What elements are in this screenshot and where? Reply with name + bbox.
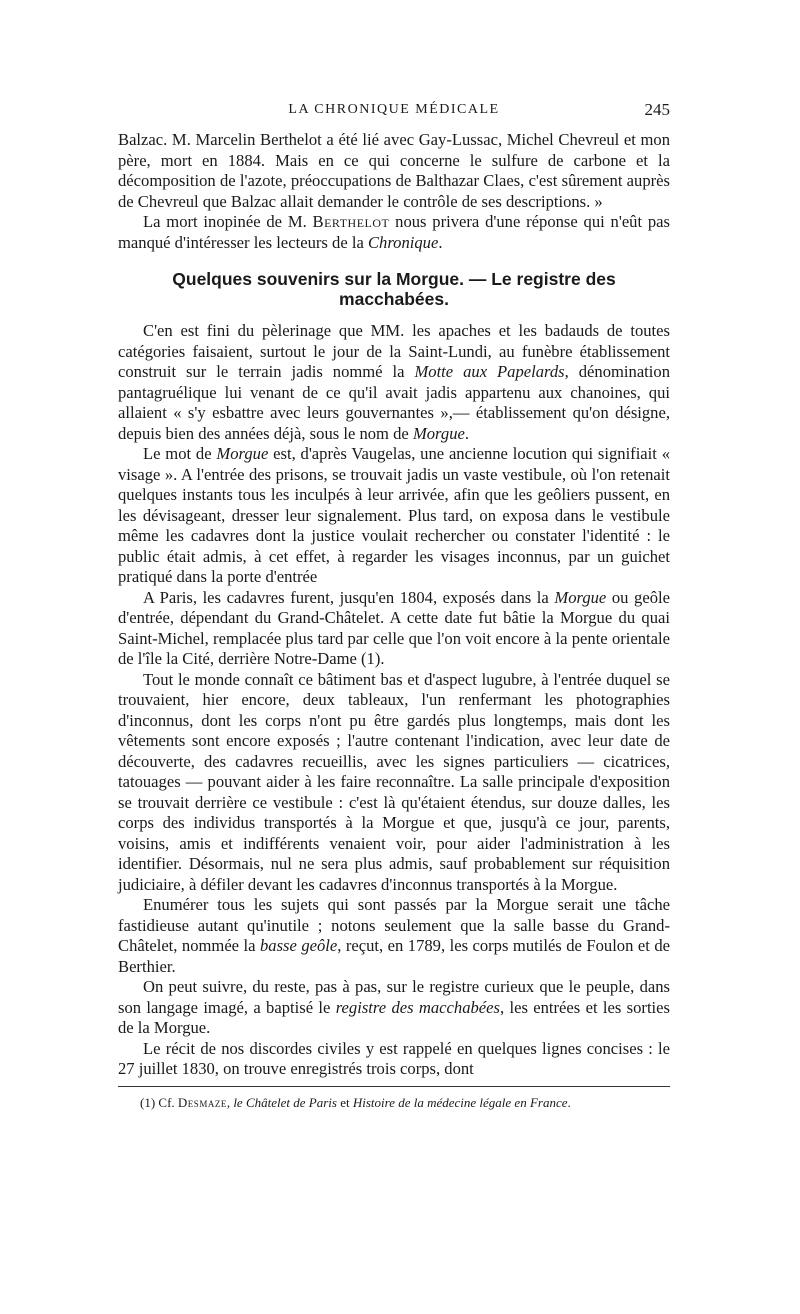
paragraph-5: A Paris, les cadavres furent, jusqu'en 1804, exposés dans la Morgue ou geôle d'entrée, dépendant du Grand-Châtelet. A cette date fut bâtie la Morgue du quai Saint-Michel, remplacée plus tard par celle que l'on voit encore à la pente orientale de l'île la Cité, derrière Notre-Dame (1). xyxy=(118,587,670,668)
paragraph-4: Le mot de Morgue est, d'après Vaugelas, une ancienne locution qui signifiait « visage ». A l'entrée des prisons, se trouvait jadis un vaste vestibule, où l'on retenait quelques instants tous les inculpés à leur arrivée, afin que les geôliers pussent, en les dévisageant, dresser leur signalement. Plus tard, on exposa dans le vestibule même les cadavres dont la justice voulait rechercher ou constater l'identité : le public était admis, à cet effet, à regarder les visages inconnus, par un guichet pratiqué dans la porte d'entrée xyxy=(118,444,670,586)
paragraph-8: On peut suivre, du reste, pas à pas, sur le registre curieux que le peuple, dans son langage imagé, a baptisé le registre des macchabées, les entrées et les sorties de la Morgue. xyxy=(118,977,670,1037)
heading-line-1: Quelques souvenirs sur la Morgue. — Le registre des xyxy=(172,269,616,289)
heading-line-2: macchabées. xyxy=(339,289,449,309)
page-number: 245 xyxy=(644,100,670,119)
running-title: LA CHRONIQUE MÉDICALE xyxy=(288,102,500,117)
paragraph-9: Le récit de nos discordes civiles y est rappelé en quelques lignes concises : le 27 juillet 1830, on trouve enregistrés trois corps, dont xyxy=(118,1038,670,1078)
paragraph-7: Enumérer tous les sujets qui sont passés par la Morgue serait une tâche fastidieuse autant qu'inutile ; notons seulement que la salle basse du Grand-Châtelet, nommée la basse geôle, reçut, en 1789, les corps mutilés de Foulon et de Berthier. xyxy=(118,895,670,976)
section-heading xyxy=(118,269,670,309)
paragraph-1: Balzac. M. Marcelin Berthelot a été lié avec Gay-Lussac, Michel Chevreul et mon père, mort en 1884. Mais en ce qui concerne le sulfure de carbone et la décomposition de l'azote, préoccupations de Balthazar Claes, c'est sûrement auprès de Chevreul que Balzac allait demander le contrôle de ses descriptions. » xyxy=(118,130,670,211)
footnote: (1) Cf. Desmaze, le Châtelet de Paris et Histoire de la médecine légale en France. xyxy=(140,1094,571,1110)
paragraph-2: La mort inopinée de M. Berthelot nous privera d'une réponse qui n'eût pas manqué d'intéresser les lecteurs de la Chronique. xyxy=(118,212,671,252)
page-header xyxy=(118,100,670,130)
paragraph-6: Tout le monde connaît ce bâtiment bas et d'aspect lugubre, à l'entrée duquel se trouvaient, hier encore, deux tableaux, l'un renfermant les photographies d'inconnus, dont les corps n'ont pu être gardés plus longtemps, mais dont les vêtements sont encore exposés ; l'autre contenant l'indication, avec leur date de découverte, des cadavres recueillis, avec les signes particuliers — cicatrices, tatouages — pouvant aider à les faire reconnaître. La salle principale d'exposition se trouvait derrière ce vestibule : c'est là qu'étaient étendus, sur douze dalles, les corps des individus transportés à la Morgue et que, jusqu'à ce jour, parents, voisins, amis et indifférents venaient voir, pour aider l'administration à les identifier. Désormais, nul ne sera plus admis, sauf probablement sur réquisition judiciaire, à défiler devant les cadavres d'inconnus transportés à la Morgue. xyxy=(118,669,670,894)
author-name: Berthelot xyxy=(312,212,390,231)
footnote-rule xyxy=(118,1086,670,1087)
paragraph-3: C'en est fini du pèlerinage que MM. les apaches et les badauds de toutes catégories faisaient, surtout le jour de la Saint-Lundi, au funèbre établissement construit sur le terrain jadis nommé la Motte aux Papelards, dénomination pantagruélique lui venant de ce qu'il avait jadis appartenu aux chanoines, qui allaient « s'y esbattre avec leurs gouvernantes »,— établissement qu'on désigne, depuis bien des années déjà, sous le nom de Morgue. xyxy=(118,321,670,443)
page xyxy=(118,100,670,1111)
